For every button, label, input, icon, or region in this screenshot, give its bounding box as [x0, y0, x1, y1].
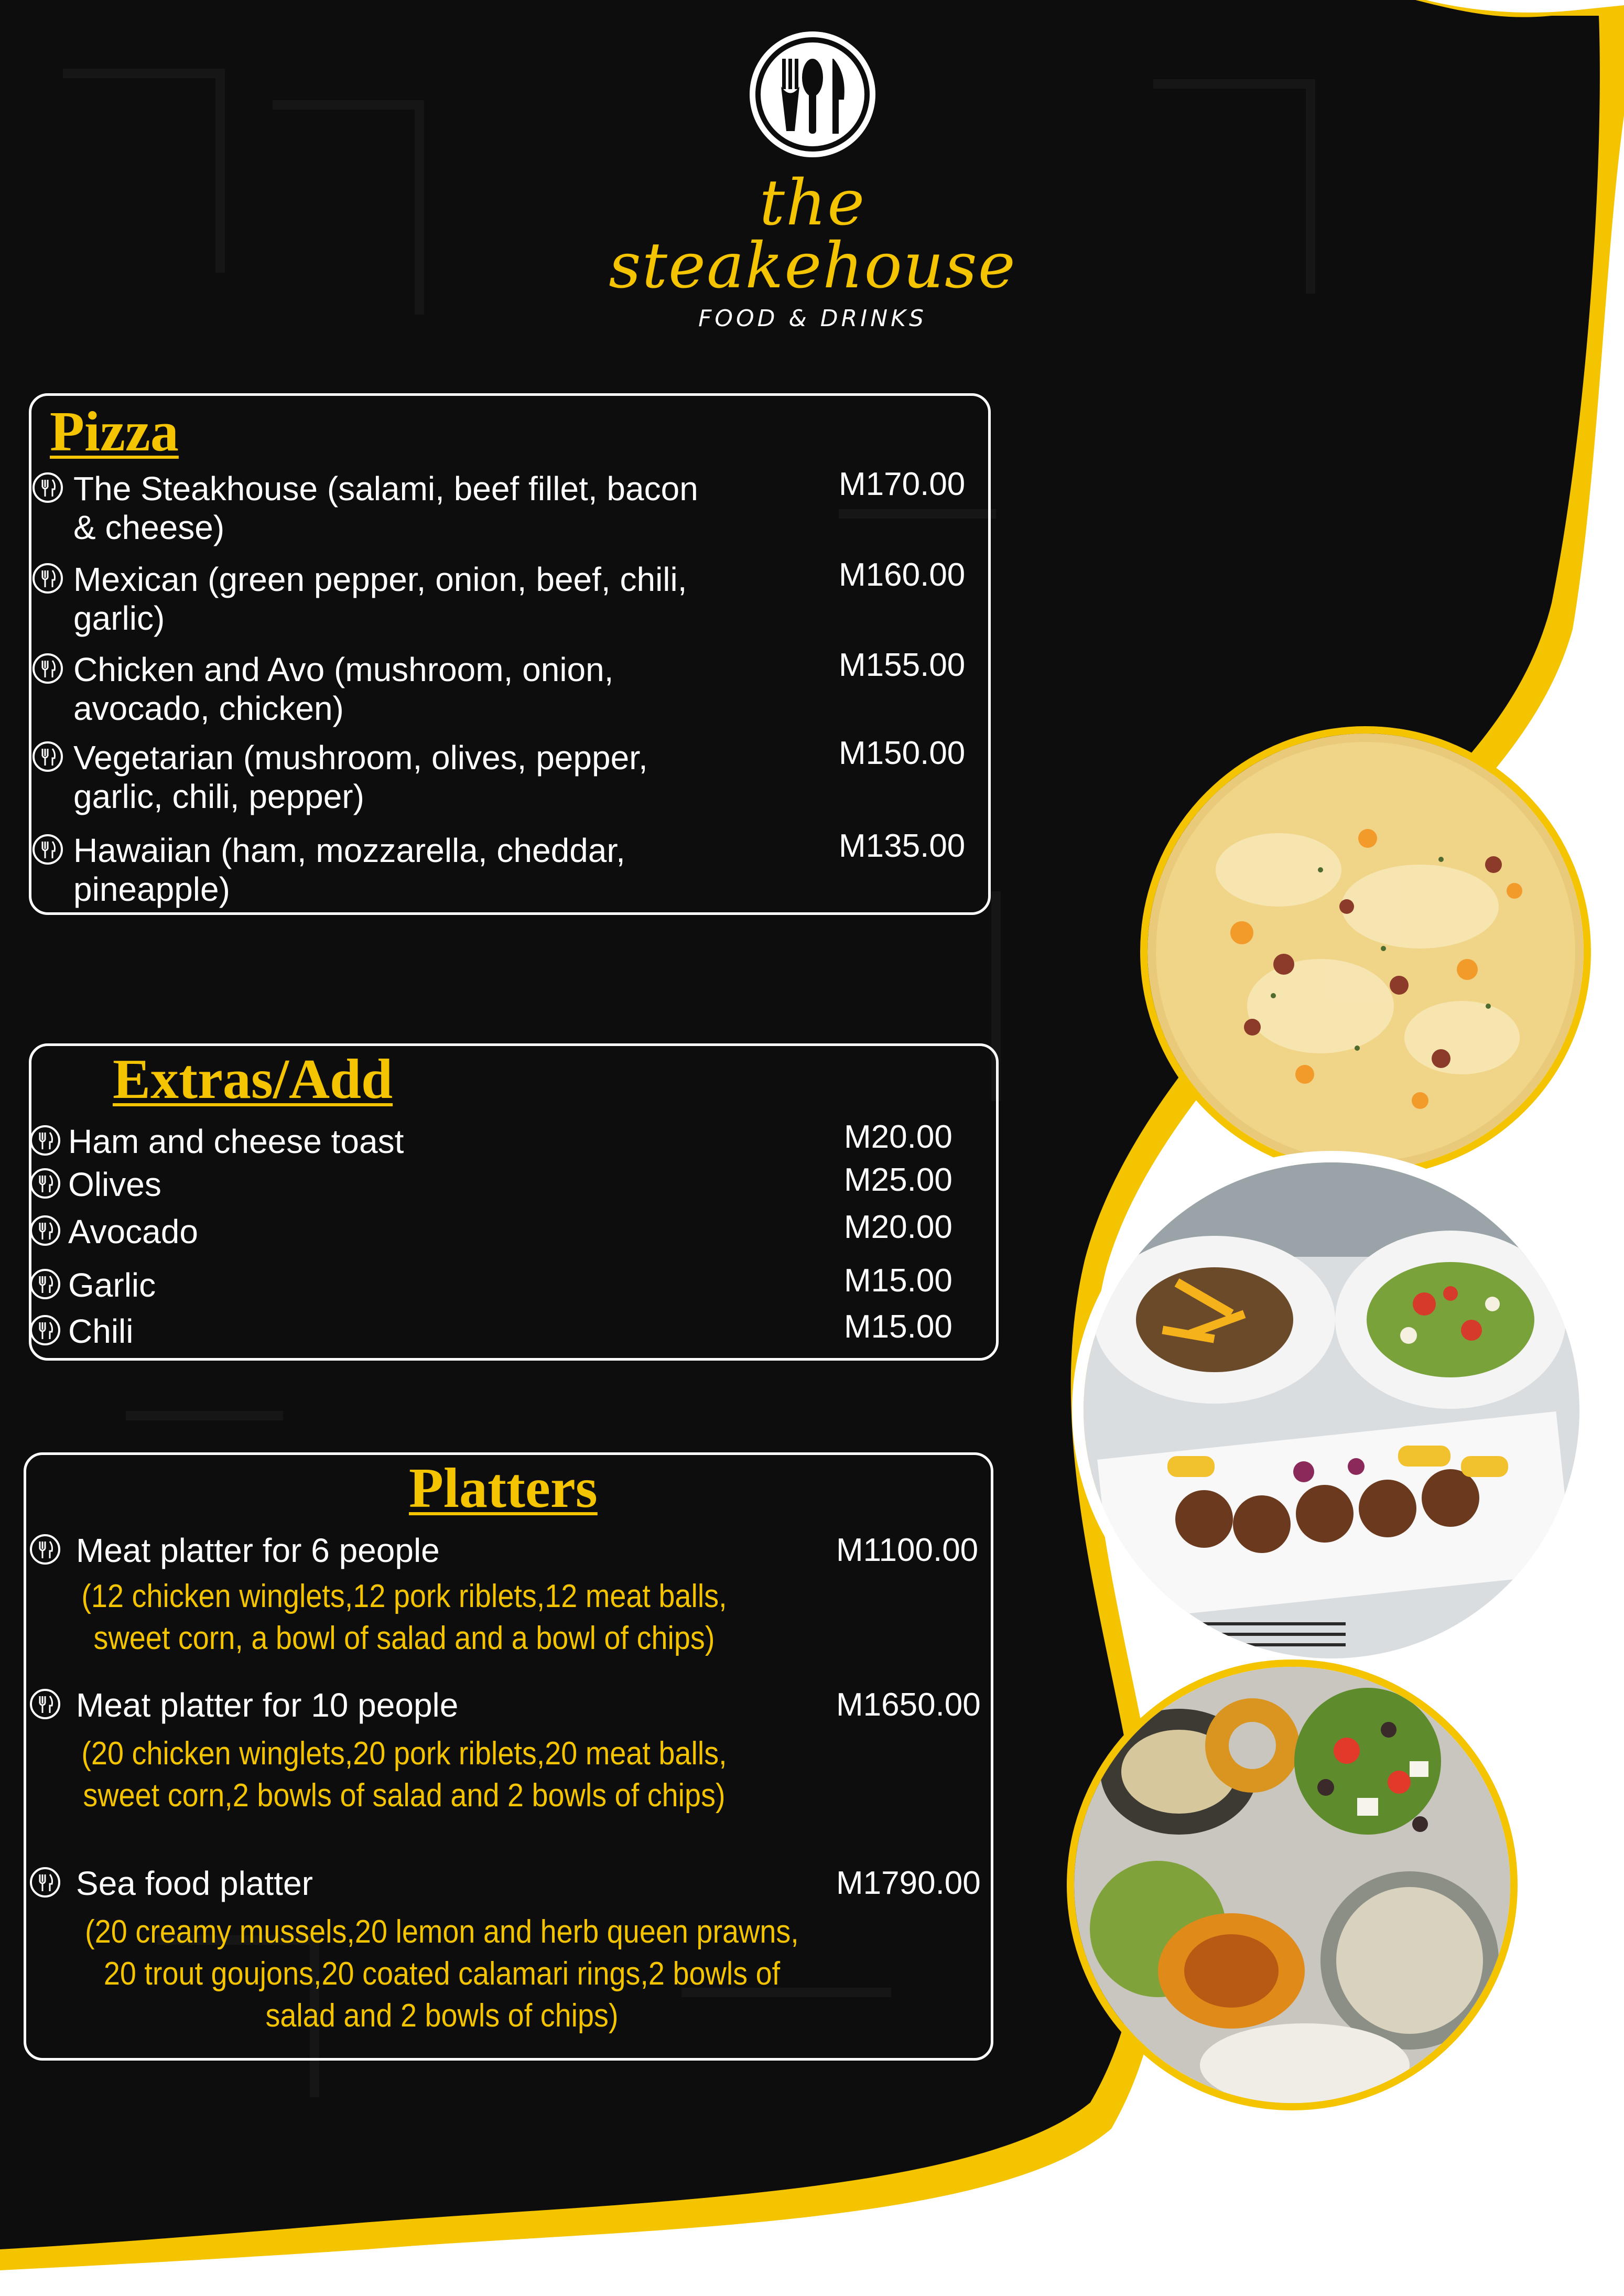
- menu-item: [31, 647, 986, 727]
- fork-knife-spoon-icon: [750, 31, 875, 157]
- item-price: M15.00: [844, 1263, 952, 1299]
- platters-title: Platters: [409, 1457, 598, 1519]
- item-name: Chicken and Avo (mushroom, onion, avocado, chicken): [73, 651, 614, 727]
- item-price: M15.00: [844, 1309, 952, 1345]
- item-name: Meat platter for 6 people: [76, 1532, 440, 1569]
- item-price: M170.00: [839, 466, 966, 502]
- item-name: Mexican (green pepper, onion, beef, chili, garlic): [73, 560, 687, 637]
- brand-tagline: FOOD & DRINKS: [698, 305, 927, 332]
- menu-item: [29, 1162, 993, 1206]
- salad-and-kebab-photo: [1072, 1151, 1591, 1670]
- item-price: M1650.00: [836, 1687, 981, 1723]
- cutlery-icon: [31, 562, 64, 595]
- item-description: (20 chicken winglets,20 pork riblets,20 meat balls, sweet corn,2 bowls of salad and 2 bowls of chips): [81, 1736, 727, 1814]
- item-price: M20.00: [844, 1209, 952, 1245]
- brand-logo: [577, 21, 1048, 332]
- pizza-photo: [1140, 726, 1591, 1177]
- item-name: Chili: [68, 1312, 134, 1350]
- menu-item: [29, 1209, 993, 1253]
- extras-title: Extras/Add: [113, 1048, 393, 1111]
- item-price: M25.00: [844, 1162, 952, 1198]
- menu-item: [29, 1864, 993, 1906]
- item-name: Ham and cheese toast: [68, 1123, 404, 1160]
- item-name: The Steakhouse (salami, beef fillet, bacon & cheese): [73, 470, 698, 546]
- menu-item: [29, 1531, 993, 1573]
- menu-item: [31, 466, 986, 546]
- item-description: (20 creamy mussels,20 lemon and herb queen prawns, 20 trout goujons,20 coated calamari rings,2 bowls of salad and 2 bowls of chips): [85, 1914, 799, 2034]
- pizza-title: Pizza: [50, 401, 179, 463]
- menu-item: [31, 557, 986, 637]
- menu-item: [29, 1309, 993, 1353]
- cutlery-icon: [29, 1124, 61, 1157]
- cutlery-icon: [29, 1314, 61, 1346]
- cutlery-icon: [29, 1866, 61, 1899]
- item-name: Olives: [68, 1166, 161, 1203]
- cutlery-icon: [29, 1167, 61, 1200]
- menu-item: [31, 828, 986, 908]
- item-price: M155.00: [839, 647, 966, 683]
- item-price: M20.00: [844, 1119, 952, 1155]
- menu-item: [29, 1686, 993, 1728]
- menu-item: [29, 1263, 993, 1307]
- item-price: M1100.00: [836, 1532, 979, 1568]
- seafood-platter-photo: [1067, 1659, 1518, 2110]
- item-price: M160.00: [839, 557, 966, 593]
- cutlery-icon: [29, 1268, 61, 1300]
- item-name: Sea food platter: [76, 1864, 313, 1902]
- item-description: (12 chicken winglets,12 pork riblets,12 meat balls, sweet corn, a bowl of salad and a bowl of chips): [81, 1578, 727, 1656]
- brand-name: the steakehouse: [609, 167, 1016, 303]
- item-name: Vegetarian (mushroom, olives, pepper, garlic, chili, pepper): [73, 739, 648, 815]
- cutlery-icon: [31, 471, 64, 504]
- cutlery-icon: [31, 740, 64, 773]
- item-name: Garlic: [68, 1266, 156, 1304]
- menu-item: [29, 1119, 993, 1163]
- menu-item: [31, 735, 986, 815]
- item-price: M150.00: [839, 735, 966, 771]
- item-price: M135.00: [839, 828, 966, 864]
- item-price: M1790.00: [836, 1865, 981, 1901]
- cutlery-icon: [31, 833, 64, 866]
- cutlery-icon: [29, 1214, 61, 1247]
- item-name: Hawaiian (ham, mozzarella, cheddar, pineapple): [73, 832, 625, 908]
- cutlery-icon: [29, 1688, 61, 1720]
- cutlery-icon: [29, 1533, 61, 1566]
- item-name: Avocado: [68, 1213, 198, 1251]
- item-name: Meat platter for 10 people: [76, 1686, 459, 1724]
- cutlery-icon: [31, 652, 64, 685]
